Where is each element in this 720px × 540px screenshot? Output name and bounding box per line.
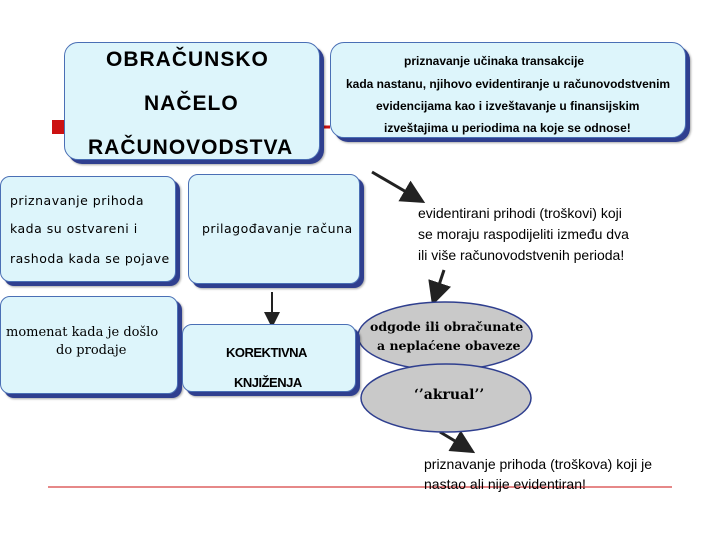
definition-line-3: evidencijama kao i izveštavanje u finansijskim (376, 99, 640, 113)
arrow-to-deferral (372, 172, 420, 200)
deferral-text-line-3: ili više računovodstvenih perioda! (418, 247, 625, 263)
recognition-line-3: rashoda kada se pojave (10, 251, 170, 266)
deferral-ellipse-line-2: a neplaćene obaveze (377, 338, 521, 353)
title-line-2: NAČELO (144, 92, 239, 115)
definition-line-4: izveštajima u periodima na koje se odnose! (384, 121, 631, 135)
title-line-1: OBRAČUNSKO (106, 48, 269, 71)
arrow-to-accrual-text (440, 432, 470, 450)
deferral-ellipse (358, 302, 532, 370)
title-line-3: RAČUNOVODSTVA (88, 136, 294, 159)
accrual-label: ‘’akrual’’ (414, 387, 485, 403)
adjustment-label: prilagođavanje računa (202, 221, 353, 236)
arrow-to-deferral-ellipse (434, 270, 444, 300)
definition-line-1: priznavanje učinaka transakcije (404, 54, 585, 68)
moment-line-1: momenat kada je došlo (6, 325, 159, 340)
deferral-text-line-1: evidentirani prihodi (troškovi) koji (418, 205, 622, 221)
accrual-text-line-1: priznavanje prihoda (troškova) koji je (424, 456, 652, 472)
deferral-text-line-2: se moraju raspodijeliti između dva (418, 226, 629, 242)
recognition-line-2: kada su ostvareni i (10, 221, 138, 236)
definition-line-2: kada nastanu, njihovo evidentiranje u računovodstvenim (346, 77, 671, 91)
corrective-line-1: KOREKTIVNA (226, 345, 307, 360)
recognition-line-1: priznavanje prihoda (10, 193, 145, 208)
moment-line-2: do prodaje (56, 343, 127, 358)
accrual-text-line-2: nastao ali nije evidentiran! (424, 476, 586, 492)
deferral-ellipse-line-1: odgode ili obračunate (370, 319, 524, 334)
corrective-line-2: KNJIŽENJA (234, 375, 302, 390)
